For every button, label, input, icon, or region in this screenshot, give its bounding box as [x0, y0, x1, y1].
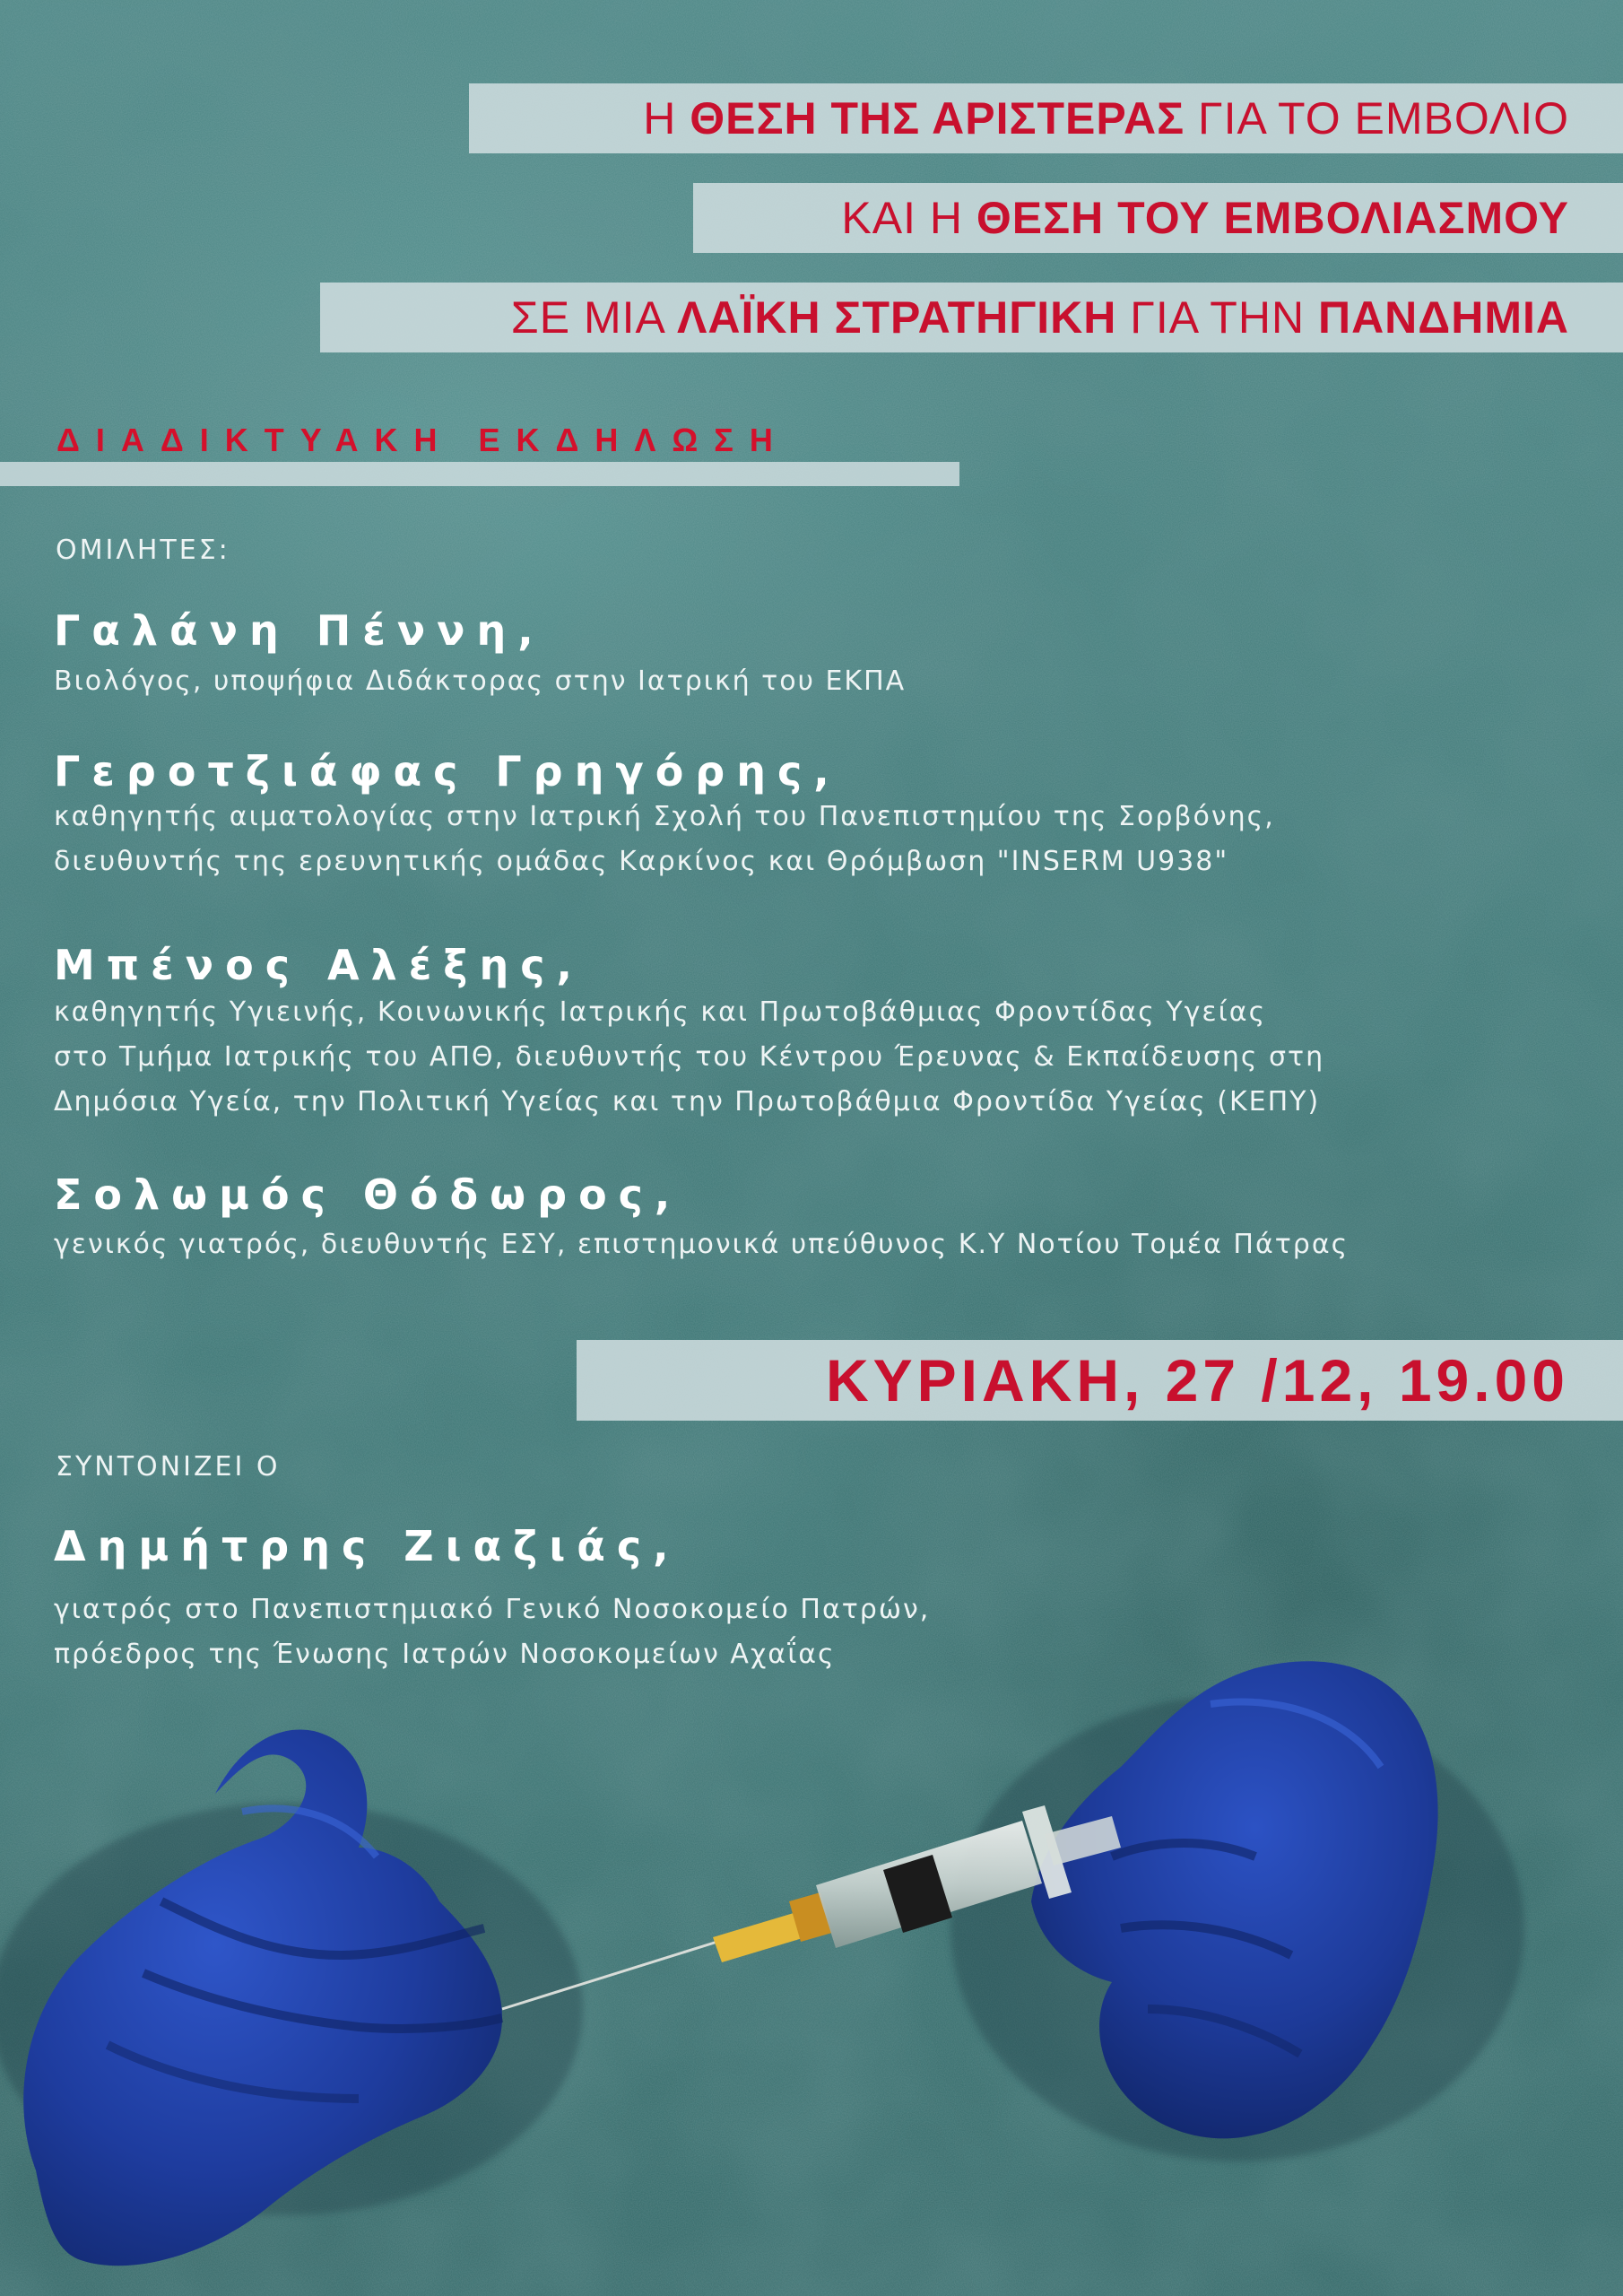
title-line-2: ΚΑΙ Η ΘΕΣΗ ΤΟΥ ΕΜΒΟΛΙΑΣΜΟΥ — [693, 183, 1623, 253]
speaker-description: καθηγητής αιματολογίας στην Ιατρική Σχολή του Πανεπιστημίου της Σορβόνης, διευθυντής της ερευνητικής ομάδας Καρκίνος και Θρόμβωση "INSERM U938" — [54, 801, 1275, 877]
speaker-description: γενικός γιατρός, διευθυντής ΕΣΥ, επιστημονικά υπεύθυνος Κ.Υ Νοτίου Τομέα Πάτρας — [54, 1229, 1350, 1260]
speaker-name: Γαλάνη Πέννη, — [54, 606, 545, 655]
speaker-description: καθηγητής Υγιεινής, Κοινωνικής Ιατρικής και Πρωτοβάθμιας Φροντίδας Υγείας στο Τμήμα Ιατρικής του ΑΠΘ, διευθυντής του Κέντρου Έρευνας & Εκπαίδευσης στη Δημόσια Υγεία, την Πολιτική Υγείας και την Πρωτοβάθμια Φροντίδα Υγείας (ΚΕΠΥ) — [54, 996, 1325, 1118]
gloved-hands-syringe-illustration — [0, 1632, 1623, 2296]
event-type: ΔΙΑΔΙΚΤΥΑΚΗ ΕΚΔΗΛΩΣΗ — [56, 422, 789, 458]
speaker-description: Βιολόγος, υποψήφια Διδάκτορας στην Ιατρική του ΕΚΠΑ — [54, 665, 907, 697]
moderator-label: ΣΥΝΤΟΝΙΖΕΙ Ο — [56, 1451, 281, 1483]
title-line-1: Η ΘΕΣΗ ΤΗΣ ΑΡΙΣΤΕΡΑΣ ΓΙΑ ΤΟ ΕΜΒΟΛΙΟ — [469, 83, 1623, 153]
moderator-description: γιατρός στο Πανεπιστημιακό Γενικό Νοσοκομείο Πατρών, πρόεδρος της Ένωσης Ιατρών Νοσοκομείων Αχαΐας — [54, 1594, 931, 1670]
moderator-name: Δημήτρης Ζιαζιάς, — [54, 1522, 681, 1570]
speaker-name: Σολωμός Θόδωρος, — [54, 1170, 682, 1219]
title-line-3: ΣΕ ΜΙΑ ΛΑΪΚΗ ΣΤΡΑΤΗΓΙΚΗ ΓΙΑ ΤΗΝ ΠΑΝΔΗΜΙΑ — [320, 283, 1623, 352]
speakers-label: ΟΜΙΛΗΤΕΣ: — [56, 535, 230, 566]
date-time: ΚΥΡΙΑΚΗ, 27 /12, 19.00 — [577, 1340, 1623, 1421]
speaker-name: Γεροτζιάφας Γρηγόρης, — [54, 747, 841, 796]
event-type-underline — [0, 462, 959, 486]
speaker-name: Μπένος Αλέξης, — [54, 941, 584, 989]
